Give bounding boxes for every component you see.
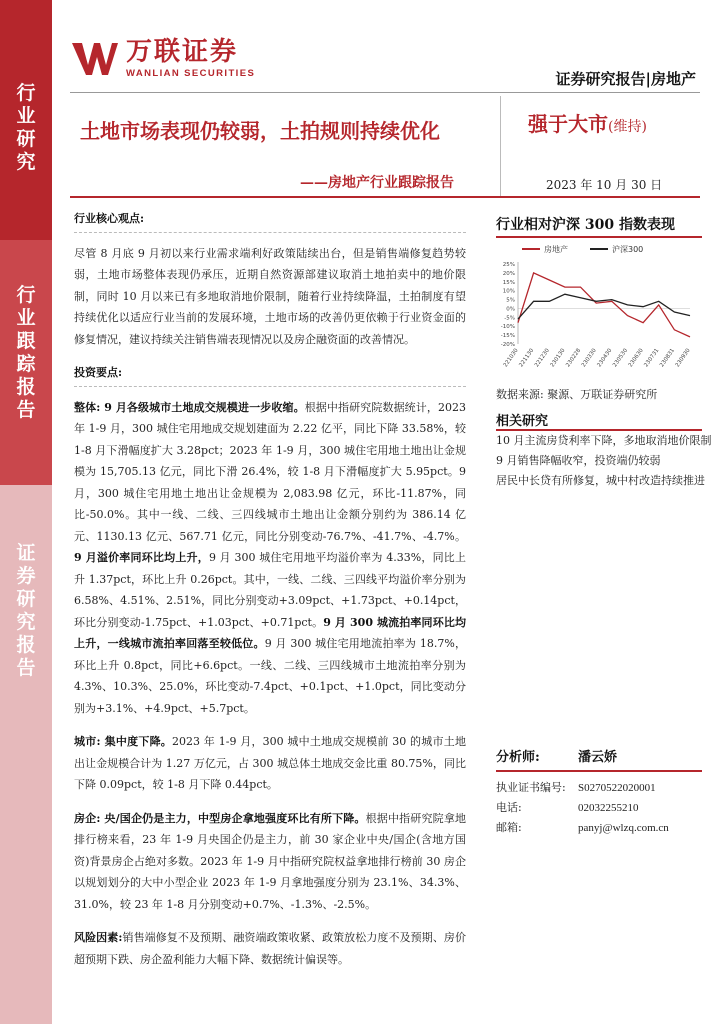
city-lead: 城市: 集中度下降。 — [74, 735, 173, 748]
overall-paragraph — [74, 397, 466, 720]
header-vertical-divider — [500, 96, 501, 196]
x-tick-label: 230330 — [580, 347, 598, 369]
relative-performance-chart — [490, 240, 700, 380]
phone-row — [496, 798, 702, 818]
x-tick-label: 230228 — [565, 347, 583, 369]
city-text: 2023 年 1-9 月，300 城中土地成交规模前 30 的城市土地出让金规模合计为 1.27 万亿元，占 300 城总体土地成交金比重 80.75%，同比下降 0.09pct，较 1-8 月下降 0.44pct。 — [74, 735, 466, 791]
cert-number: S0270522020001 — [578, 782, 656, 794]
email-label: 邮箱: — [496, 821, 522, 834]
main-content — [74, 208, 466, 982]
developer-lead: 房企: 央/国企仍是主力，中型房企拿地强度环比有所下降。 — [74, 811, 366, 825]
x-tick-label: 230930 — [674, 347, 692, 369]
premium-text: 9 月 300 城住宅用地平均溢价率为 4.33%，同比上升 1.37pct，环比上升 0.26pct。其中，一线、二线、三四线平均溢价率分别为 6.58%、4.51%、2.51%，同比分别变动+3.09pct、+1.73pct、+0.14pct，环比分别变动-1.75pct、+1.03pct、+0.71pct。 — [74, 551, 466, 629]
report-subtitle: ——房地产行业跟踪报告 — [300, 175, 454, 191]
chart-title: 行业相对沪深 300 指数表现 — [496, 217, 675, 233]
y-tick-label: 5% — [506, 297, 515, 304]
y-tick-label: 25% — [502, 262, 515, 268]
analyst-name: 潘云娇 — [578, 750, 618, 765]
y-tick-label: -10% — [500, 324, 515, 331]
y-tick-label: -15% — [500, 333, 515, 340]
x-tick-label: 230831 — [659, 347, 677, 369]
sidebar-band — [0, 0, 52, 1024]
x-tick-label: 230130 — [549, 347, 567, 369]
failed-auction-lead: 9 月 300 城流拍率同环比均上升，一线城市流拍率回落至较低位。 — [74, 615, 466, 650]
x-tick-label: 230430 — [596, 347, 614, 369]
report-title: 土地市场表现仍较弱，土拍规则持续优化 — [80, 119, 440, 143]
legend-label: 沪深300 — [612, 245, 644, 254]
chart-title-underline — [496, 236, 702, 238]
city-paragraph — [74, 731, 466, 796]
analyst-info — [496, 748, 702, 838]
y-tick-label: -5% — [504, 315, 515, 322]
series-line — [518, 294, 690, 319]
risk-lead: 风险因素: — [74, 931, 123, 944]
x-tick-label: 230530 — [612, 347, 630, 369]
logo-english-name: WANLIAN SECURITIES — [126, 68, 256, 79]
y-tick-label: 0% — [506, 306, 515, 313]
document-type: 证券研究报告|房地产 — [555, 70, 696, 88]
report-date: 2023 年 10 月 30 日 — [546, 178, 663, 192]
failed-auction-text: 9 月 300 城住宅用地流拍率为 18.7%，环比上升 0.8pct，同比+6.6pct。一线、二线、三四线城市土地流拍率分别为 4.3%、10.3%、25.0%，环比变动-7.4pct、+0.1pct、+1.0pct，同比变动分别为+3.1%、+4.9pct、+5.7pct。 — [74, 637, 467, 715]
email-address[interactable]: panyj@wlzq.com.cn — [578, 822, 669, 834]
rating-value: 强于大市 — [528, 112, 608, 136]
developer-text: 根据中指研究院拿地排行榜来看，23 年 1-9 月央国企仍是主力，前 30 家企业中央/国企(含地方国资)背景房企占绝对多数。2023 年 1-9 月中指研究院权益拿地排行榜前 30 房企以规划划分的大中小型企业 2023 年 1-9 月拿地强度分别为 23.1%、34.3%、31.0%，较 23 年 1-8 月分别变动+0.7%、-1.3%、-2.5%。 — [74, 811, 467, 911]
rating — [528, 108, 647, 137]
x-tick-label: 230630 — [627, 347, 645, 369]
x-tick-label: 221030 — [502, 347, 520, 369]
sidebar-label-tracking-report: 行 业 跟 踪 报 告 — [16, 284, 36, 421]
email-row — [496, 818, 702, 838]
related-item[interactable]: 10 月主流房贷利率下降，多地取消地价限制 — [496, 434, 712, 447]
core-view-text: 尽管 8 月底 9 月初以来行业需求端利好政策陆续出台，但是销售端修复趋势较弱，土地市场整体表现仍承压，近期自然资源部建议取消土地拍卖中的地价限制，同时 10 月以来已有多地取消地价限制，随着行业持续降温，土拍制度有望持续优化以适应行业当前的发展环境，土地市场的改善仍更依赖于行业资金面的修复情况，建议持续关注销售端表现情况以及房企融资面的改善情况。 — [74, 246, 466, 346]
investment-points-heading: 投资要点: — [74, 362, 466, 387]
cert-label: 执业证书编号: — [496, 781, 566, 794]
overall-lead: 整体: 9 月各级城市土地成交规模进一步收缩。 — [74, 400, 305, 414]
y-tick-label: 20% — [502, 270, 515, 277]
x-tick-label: 230731 — [643, 347, 661, 369]
wanlian-logo-icon — [70, 39, 120, 79]
developer-paragraph — [74, 808, 466, 916]
core-view-heading: 行业核心观点: — [74, 208, 466, 233]
y-tick-label: 15% — [502, 279, 515, 286]
x-tick-label: 221230 — [533, 347, 551, 369]
cert-row — [496, 778, 702, 798]
related-item[interactable]: 居民中长贷有所修复，城中村改造持续推进 — [496, 474, 705, 487]
related-item[interactable]: 9 月销售降幅收窄，投资端仍较弱 — [496, 454, 661, 467]
related-research-heading: 相关研究 — [496, 414, 549, 429]
y-tick-label: -20% — [500, 342, 515, 348]
logo-chinese-name: 万联证券 — [126, 37, 239, 67]
phone-number: 02032255210 — [578, 802, 639, 814]
overall-text-a: 根据中指研究院数据统计，2023 年 1-9 月，300 城住宅用地成交规划建面为 2.22 亿平，同比下降 33.58%，较 1-8 月下滑幅度扩大 3.28pct；2023 年 1-9 月，300 城住宅用地土地出让金规模为 15,705.13 亿元，同比下滑 26.4%，较 1-8 月下滑幅度扩大 5.95pct。9 月，300 城住宅用地土地出让金规模为 2,083.98 亿元，环比-11.87%，同比-50.0%。其中一线、二线、三四线城市土地出让金额分别约为 386.14 亿元、1130.13 亿元、567.71 亿元，同比分别变动-76.7%、-41.7%、-4.7%。 — [74, 400, 466, 543]
sidebar-label-industry-research: 行 业 研 究 — [16, 82, 36, 173]
phone-label: 电话: — [496, 801, 522, 814]
risk-paragraph — [74, 927, 466, 970]
title-divider — [70, 196, 700, 198]
chart-source: 数据来源: 聚源、万联证券研究所 — [496, 388, 658, 401]
y-tick-label: 10% — [502, 288, 515, 295]
legend-label: 房地产 — [544, 245, 568, 254]
premium-lead: 9 月溢价率同环比均上升， — [74, 551, 209, 564]
rating-note: (维持) — [608, 119, 647, 135]
header-divider — [70, 92, 700, 93]
company-logo — [70, 38, 255, 79]
sidebar-label-securities-report: 证 券 研 究 报 告 — [16, 542, 36, 679]
analyst-name-row — [496, 748, 702, 772]
risk-text: 销售端修复不及预期、融资端政策收紧、政策放松力度不及预期、房价超预期下跌、房企盈利能力大幅下降、数据统计偏误等。 — [74, 931, 467, 966]
related-research-list — [496, 431, 712, 491]
x-tick-label: 221130 — [518, 347, 536, 369]
analyst-label: 分析师: — [496, 750, 540, 765]
